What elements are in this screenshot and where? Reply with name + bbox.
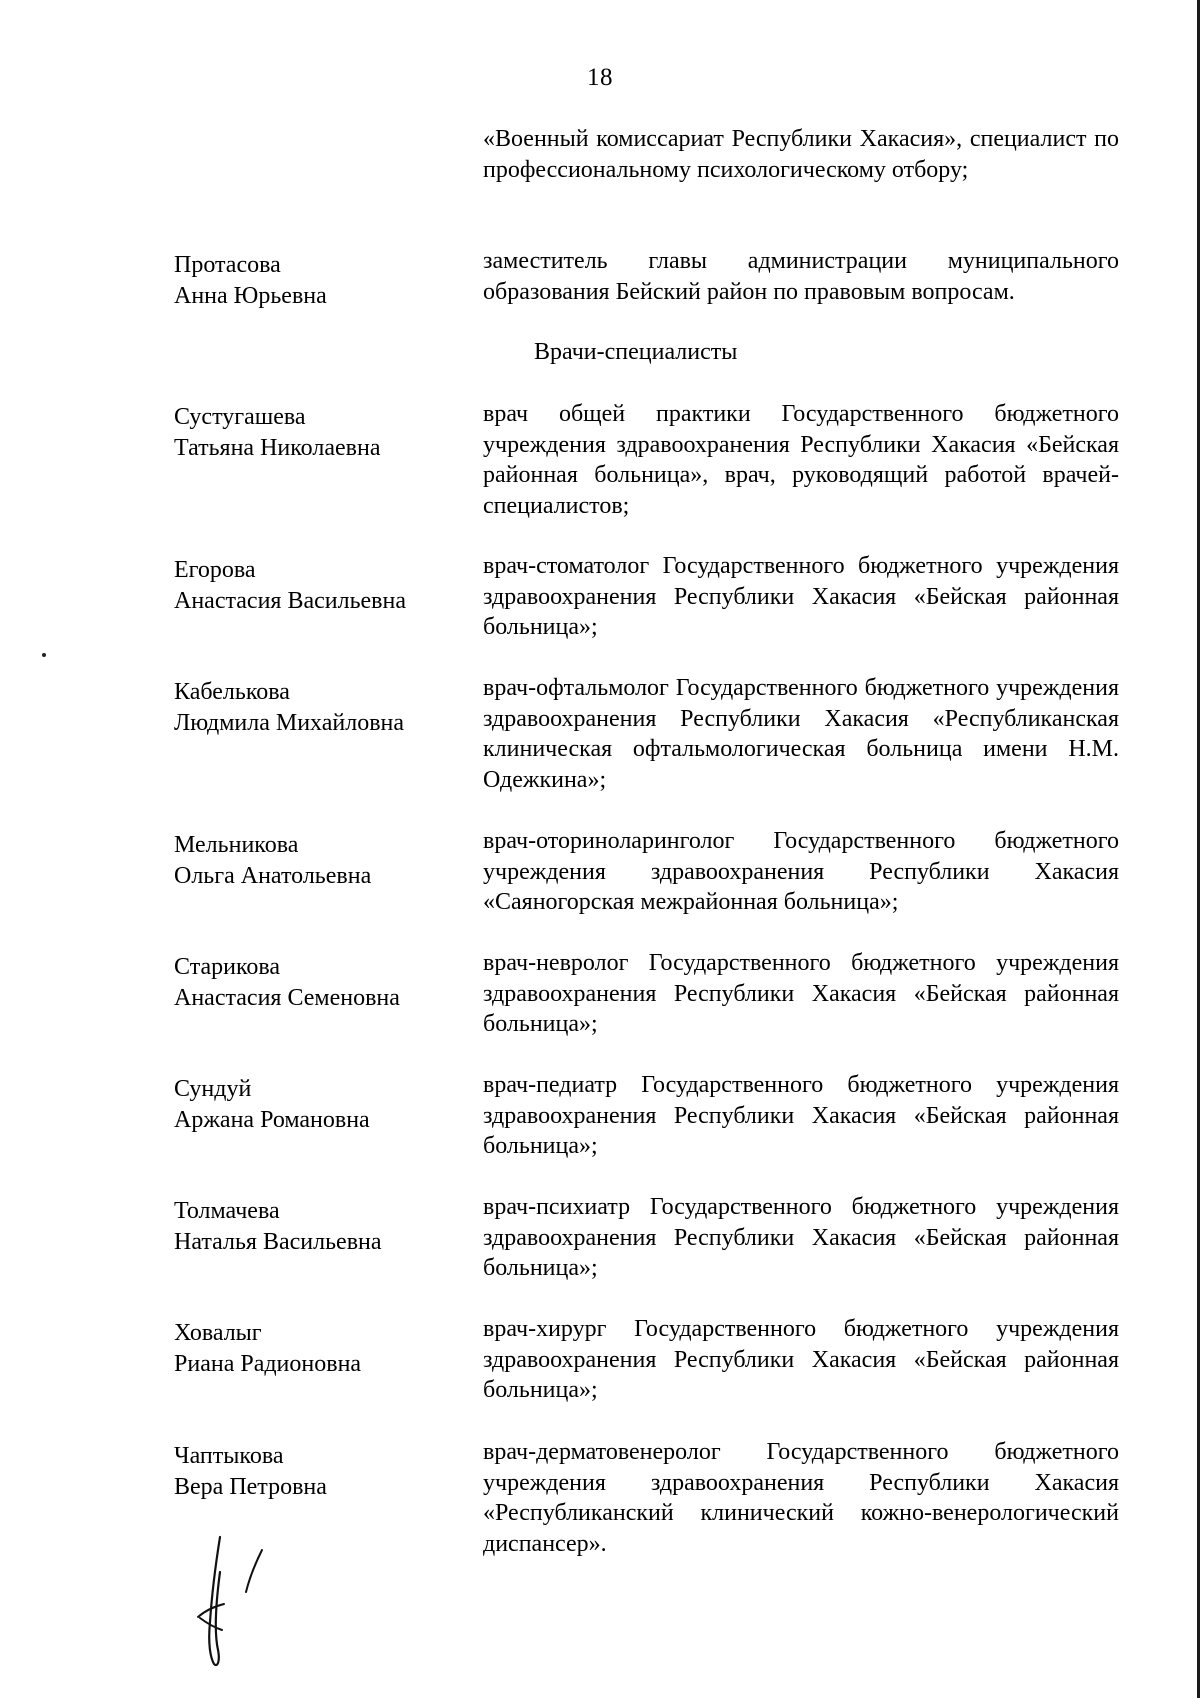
member-given-names: Вера Петровна: [174, 1474, 327, 1500]
member-role: врач-психиатр Государственного бюджетного учреждения здравоохранения Республики Хакасия «Бейская районная больница»;: [483, 1194, 1119, 1281]
member-name: [174, 1441, 454, 1503]
member-name: [174, 1074, 454, 1136]
member-given-names: Татьяна Николаевна: [174, 435, 381, 461]
member-surname: Мельникова: [174, 832, 299, 858]
member-role: врач-стоматолог Государственного бюджетного учреждения здравоохранения Республики Хакасия «Бейская районная больница»;: [483, 553, 1119, 640]
member-surname: Старикова: [174, 954, 281, 980]
member-given-names: Риана Радионовна: [174, 1351, 362, 1377]
continuation-text: «Военный комиссариат Республики Хакасия», специалист по профессиональному психологическому отбору;: [483, 126, 1119, 183]
member-role: врач-невролог Государственного бюджетного учреждения здравоохранения Республики Хакасия «Бейская районная больница»;: [483, 950, 1119, 1037]
member-role: врач общей практики Государственного бюджетного учреждения здравоохранения Республики Хакасия «Бейская районная больница», врач, руководящий работой врачей-специалистов;: [483, 401, 1119, 519]
page-number: 18: [587, 64, 613, 91]
member-name: [174, 952, 454, 1014]
scan-speck: [42, 653, 46, 657]
member-surname: Толмачева: [174, 1198, 280, 1224]
member-role: врач-педиатр Государственного бюджетного учреждения здравоохранения Республики Хакасия «Бейская районная больница»;: [483, 1072, 1119, 1159]
member-given-names: Аржана Романовна: [174, 1107, 370, 1133]
member-surname: Чаптыкова: [174, 1443, 284, 1469]
member-name: [174, 830, 454, 892]
member-role: врач-хирург Государственного бюджетного учреждения здравоохранения Республики Хакасия «Бейская районная больница»;: [483, 1316, 1119, 1403]
member-name: [174, 677, 454, 739]
member-role: заместитель главы администрации муниципального образования Бейский район по правовым вопросам.: [483, 248, 1119, 305]
member-given-names: Наталья Васильевна: [174, 1229, 382, 1255]
member-given-names: Анастасия Семеновна: [174, 985, 400, 1011]
member-given-names: Людмила Михайловна: [174, 710, 405, 736]
member-name: [174, 555, 454, 617]
member-given-names: Ольга Анатольевна: [174, 863, 372, 889]
member-role: врач-дерматовенеролог Государственного бюджетного учреждения здравоохранения Республики Хакасия «Республиканский клинический кожно-венерологический диспансер».: [483, 1439, 1119, 1557]
member-name: [174, 1318, 454, 1380]
section-heading: Врачи-специалисты: [534, 339, 738, 365]
member-given-names: Анна Юрьевна: [174, 283, 327, 309]
member-surname: Протасова: [174, 252, 281, 278]
member-surname: Кабелькова: [174, 679, 290, 705]
member-name: [174, 402, 454, 464]
member-surname: Егорова: [174, 557, 256, 583]
member-name: [174, 1196, 454, 1258]
member-surname: Ховалыг: [174, 1320, 262, 1346]
signature-mark: [190, 1532, 300, 1672]
member-surname: Сустугашева: [174, 404, 306, 430]
member-given-names: Анастасия Васильевна: [174, 588, 407, 614]
member-role: врач-оториноларинголог Государственного бюджетного учреждения здравоохранения Республики Хакасия «Саяногорская межрайонная больница»;: [483, 828, 1119, 915]
member-surname: Сундуй: [174, 1076, 252, 1102]
member-role: врач-офтальмолог Государственного бюджетного учреждения здравоохранения Республики Хакасия «Республиканская клиническая офтальмологическая больница имени Н.М. Одежкина»;: [483, 675, 1119, 793]
member-name: [174, 250, 454, 312]
